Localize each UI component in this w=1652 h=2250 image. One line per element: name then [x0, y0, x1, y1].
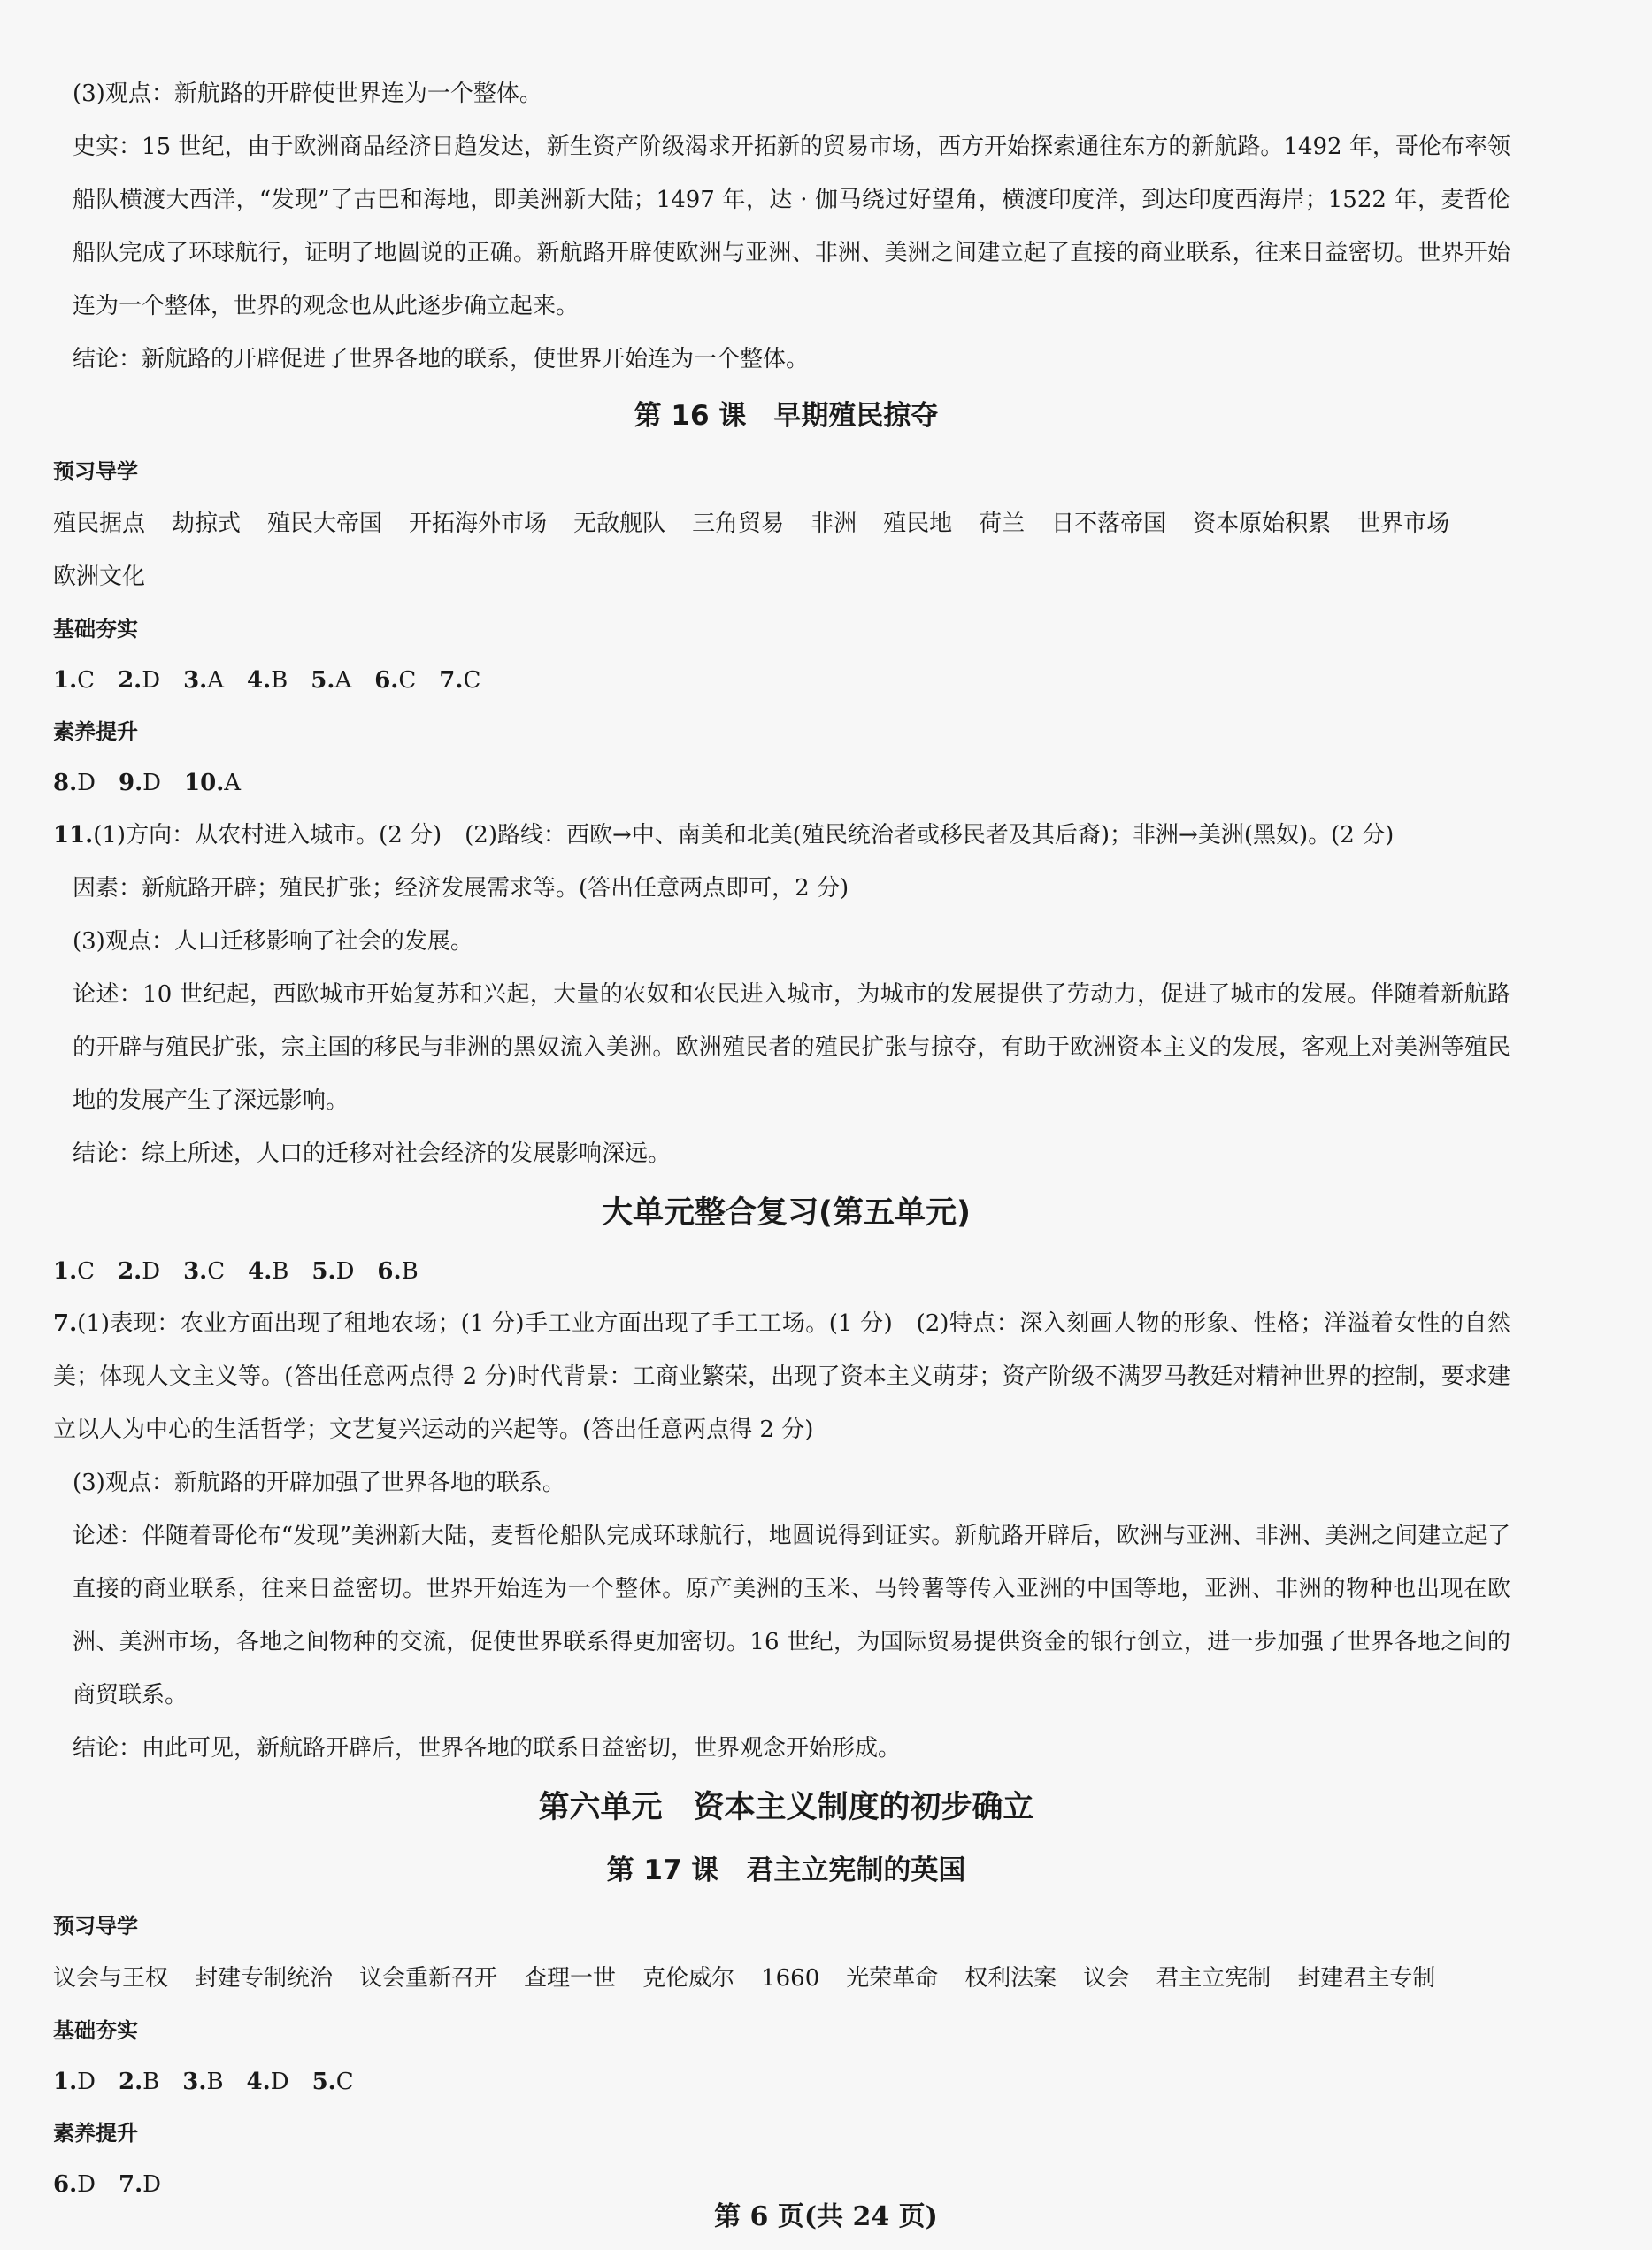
preview-term: 1660: [761, 1965, 820, 1992]
answer-choice: A: [207, 667, 225, 694]
answer-number: 7.: [439, 667, 464, 694]
answer-choice: B: [401, 1258, 419, 1285]
answer-choice: D: [270, 2069, 289, 2095]
answer-choice: D: [335, 1258, 355, 1285]
answer-item: [53, 2056, 96, 2108]
answer-item: [247, 655, 288, 706]
lesson16-q11-factors: 因素：新航路开辟；殖民扩张；经济发展需求等。(答出任意两点即可，2 分): [73, 875, 849, 902]
question-number: 11.: [53, 822, 94, 849]
answer-item: [184, 757, 241, 809]
preview-term: 封建君主专制: [1297, 1965, 1436, 1992]
answer-item: [53, 757, 96, 809]
top-history: 史实：15 世纪，由于欧洲商品经济日趋发达，新生资产阶级渴求开拓新的贸易市场，西方开始探索通往东方的新航路。1492 年，哥伦布率领船队横渡大西洋，“发现”了古巴和海地，即美洲新大陆；1497 年，达 · 伽马绕过好望角，横渡印度洋，到达印度西海岸；1522 年，麦哲伦船队完成了环球航行，证明了地圆说的正确。新航路开辟使欧洲与亚洲、非洲、美洲之间建立起了直接的商业联系，往来日益密切。世界开始连为一个整体，世界的观念也从此逐步确立起来。: [73, 134, 1510, 319]
preview-term: 劫掠式: [172, 511, 242, 537]
lesson17-preview-terms: [53, 1952, 1519, 2005]
answer-number: 4.: [247, 667, 272, 694]
preview-term: 权利法案: [964, 1965, 1057, 1992]
preview-term: 欧洲文化: [53, 564, 146, 590]
preview-term: 殖民大帝国: [267, 511, 383, 537]
answer-item: [53, 655, 95, 706]
top-conclusion: 结论：新航路的开辟促进了世界各地的联系，使世界开始连为一个整体。: [73, 346, 810, 372]
answer-item: [119, 2056, 159, 2108]
lesson16-title: 第 16 课 早期殖民掠夺: [634, 400, 939, 432]
lesson17-basic-heading: 基础夯实: [53, 2018, 138, 2043]
answer-choice: C: [77, 1258, 96, 1285]
preview-term: 议会与王权: [53, 1965, 169, 1992]
page-number: 第 6 页(共 24 页): [714, 2201, 938, 2232]
answer-choice: A: [224, 770, 242, 796]
preview-term: 世界市场: [1357, 511, 1450, 537]
answer-choice: D: [142, 770, 162, 796]
answer-item: [374, 655, 416, 706]
answer-item: [118, 655, 160, 706]
lesson17-improve-heading: 素养提升: [53, 2121, 138, 2146]
answer-number: 1.: [53, 667, 78, 694]
answer-number: 9.: [119, 770, 143, 796]
preview-term: 议会: [1083, 1965, 1130, 1992]
preview-term: 无敌舰队: [573, 511, 666, 537]
answer-choice: D: [77, 2069, 96, 2095]
lesson16-basic-heading: 基础夯实: [53, 617, 138, 641]
lesson16-preview-heading: 预习导学: [53, 459, 138, 484]
lesson16-improve-answers: [53, 757, 1519, 809]
preview-term: 殖民据点: [53, 511, 146, 537]
answer-choice: C: [207, 1258, 226, 1285]
answer-item: [312, 2056, 354, 2108]
answer-number: 8.: [53, 770, 78, 796]
answer-choice: C: [335, 2069, 354, 2095]
answer-item: [119, 757, 161, 809]
answer-item: [377, 1246, 418, 1297]
preview-term: 封建专制统治: [195, 1965, 334, 1992]
answer-item: [247, 2056, 289, 2108]
answer-number: 2.: [119, 2069, 143, 2095]
answer-choice: D: [77, 2171, 96, 2198]
answer-choice: C: [398, 667, 417, 694]
answer-number: 7.: [119, 2171, 143, 2198]
answer-number: 2.: [118, 667, 142, 694]
review5-q7-conclusion: 结论：由此可见，新航路开辟后，世界各地的联系日益密切，世界观念开始形成。: [73, 1735, 902, 1762]
q11-text: (1)方向：从农村进入城市。(2 分) (2)路线：西欧→中、南美和北美(殖民统治者或移民者及其后裔)；非洲→美洲(黑奴)。(2 分): [93, 822, 1395, 849]
preview-term: 开拓海外市场: [409, 511, 548, 537]
answer-number: 5.: [311, 2069, 336, 2095]
answer-item: [183, 1246, 225, 1297]
answer-item: [311, 655, 351, 706]
answer-number: 3.: [183, 667, 208, 694]
answer-choice: C: [463, 667, 481, 694]
answer-number: 6.: [377, 1258, 402, 1285]
answer-number: 5.: [311, 1258, 336, 1285]
lesson16-q11-line1: [53, 809, 1519, 862]
preview-term: 君主立宪制: [1156, 1965, 1272, 1992]
preview-term: 克伦威尔: [642, 1965, 735, 1992]
answer-choice: C: [77, 667, 96, 694]
preview-term: 资本原始积累: [1193, 511, 1332, 537]
answer-choice: B: [142, 2069, 160, 2095]
answer-choice: A: [334, 667, 352, 694]
lesson16-q11-conclusion: 结论：综上所述，人口的迁移对社会经济的发展影响深远。: [73, 1140, 672, 1167]
lesson17-title: 第 17 课 君主立宪制的英国: [606, 1855, 966, 1886]
answer-item: [118, 1246, 160, 1297]
answer-number: 6.: [53, 2171, 78, 2198]
preview-term: 查理一世: [524, 1965, 617, 1992]
answer-item: [248, 1246, 288, 1297]
answer-item: [183, 655, 224, 706]
lesson17-preview-heading: 预习导学: [53, 1914, 138, 1939]
preview-term: 非洲: [811, 511, 857, 537]
preview-term: 三角贸易: [692, 511, 785, 537]
answer-number: 5.: [311, 667, 335, 694]
answer-number: 6.: [374, 667, 399, 694]
answer-choice: B: [206, 2069, 224, 2095]
lesson17-basic-answers: [53, 2056, 1519, 2108]
preview-term: 光荣革命: [846, 1965, 939, 1992]
lesson16-q11-argument: 论述：10 世纪起，西欧城市开始复苏和兴起，大量的农奴和农民进入城市，为城市的发展提供了劳动力，促进了城市的发展。伴随着新航路的开辟与殖民扩张，宗主国的移民与非洲的黑奴流入美洲。欧洲殖民者的殖民扩张与掠夺，有助于欧洲资本主义的发展，客观上对美洲等殖民地的发展产生了深远影响。: [73, 981, 1510, 1114]
answer-item: [182, 2056, 223, 2108]
review5-q7-argument: 论述：伴随着哥伦布“发现”美洲新大陆，麦哲伦船队完成环球航行，地圆说得到证实。新航路开辟后，欧洲与亚洲、非洲、美洲之间建立起了直接的商业联系，往来日益密切。世界开始连为一个整体。原产美洲的玉米、马铃薯等传入亚洲的中国等地，亚洲、非洲的物种也出现在欧洲、美洲市场，各地之间物种的交流，促使世界联系得更加密切。16 世纪，为国际贸易提供资金的银行创立，进一步加强了世界各地之间的商贸联系。: [73, 1523, 1510, 1709]
preview-term: 日不落帝国: [1051, 511, 1167, 537]
answer-number: 4.: [248, 1258, 273, 1285]
unit6-title: 第六单元 资本主义制度的初步确立: [538, 1790, 1034, 1825]
answer-choice: D: [142, 2171, 162, 2198]
answer-number: 3.: [183, 1258, 208, 1285]
answer-item: [311, 1246, 354, 1297]
top-viewpoint: (3)观点：新航路的开辟使世界连为一个整体。: [73, 81, 542, 107]
review5-title: 大单元整合复习(第五单元): [602, 1195, 971, 1231]
q7-text: (1)表现：农业方面出现了租地农场；(1 分)手工业方面出现了手工工场。(1 分) (2)特点：深入刻画人物的形象、性格；洋溢着女性的自然美；体现人文主义等。(答出任意两点得 2 分)时代背景：工商业繁荣，出现了资本主义萌芽；资产阶级不满罗马教廷对精神世界的控制，要求建立以人为中心的生活哲学；文艺复兴运动的兴起等。(答出任意两点得 2 分): [53, 1310, 1510, 1443]
answer-number: 4.: [246, 2069, 271, 2095]
answer-number: 1.: [53, 2069, 78, 2095]
review5-q7-viewpoint: (3)观点：新航路的开辟加强了世界各地的联系。: [73, 1470, 565, 1496]
answer-choice: B: [272, 1258, 289, 1285]
answer-number: 1.: [53, 1258, 78, 1285]
answer-choice: D: [77, 770, 96, 796]
review5-q7-part1: [53, 1297, 1519, 1456]
preview-term: 荷兰: [979, 511, 1026, 537]
lesson16-q11-viewpoint: (3)观点：人口迁移影响了社会的发展。: [73, 928, 473, 955]
answer-item: [53, 1246, 95, 1297]
review5-answers: [53, 1246, 1519, 1297]
lesson16-preview-terms: [53, 497, 1519, 603]
answer-number: 2.: [118, 1258, 142, 1285]
lesson16-improve-heading: 素养提升: [53, 719, 138, 744]
answer-choice: D: [142, 667, 161, 694]
lesson16-basic-answers: [53, 655, 1519, 706]
answer-number: 10.: [184, 770, 225, 796]
question-number: 7.: [53, 1310, 78, 1337]
answer-choice: B: [271, 667, 288, 694]
preview-term: 议会重新召开: [359, 1965, 498, 1992]
answer-item: [439, 655, 480, 706]
answer-number: 3.: [182, 2069, 207, 2095]
preview-term: 殖民地: [883, 511, 953, 537]
answer-choice: D: [142, 1258, 161, 1285]
